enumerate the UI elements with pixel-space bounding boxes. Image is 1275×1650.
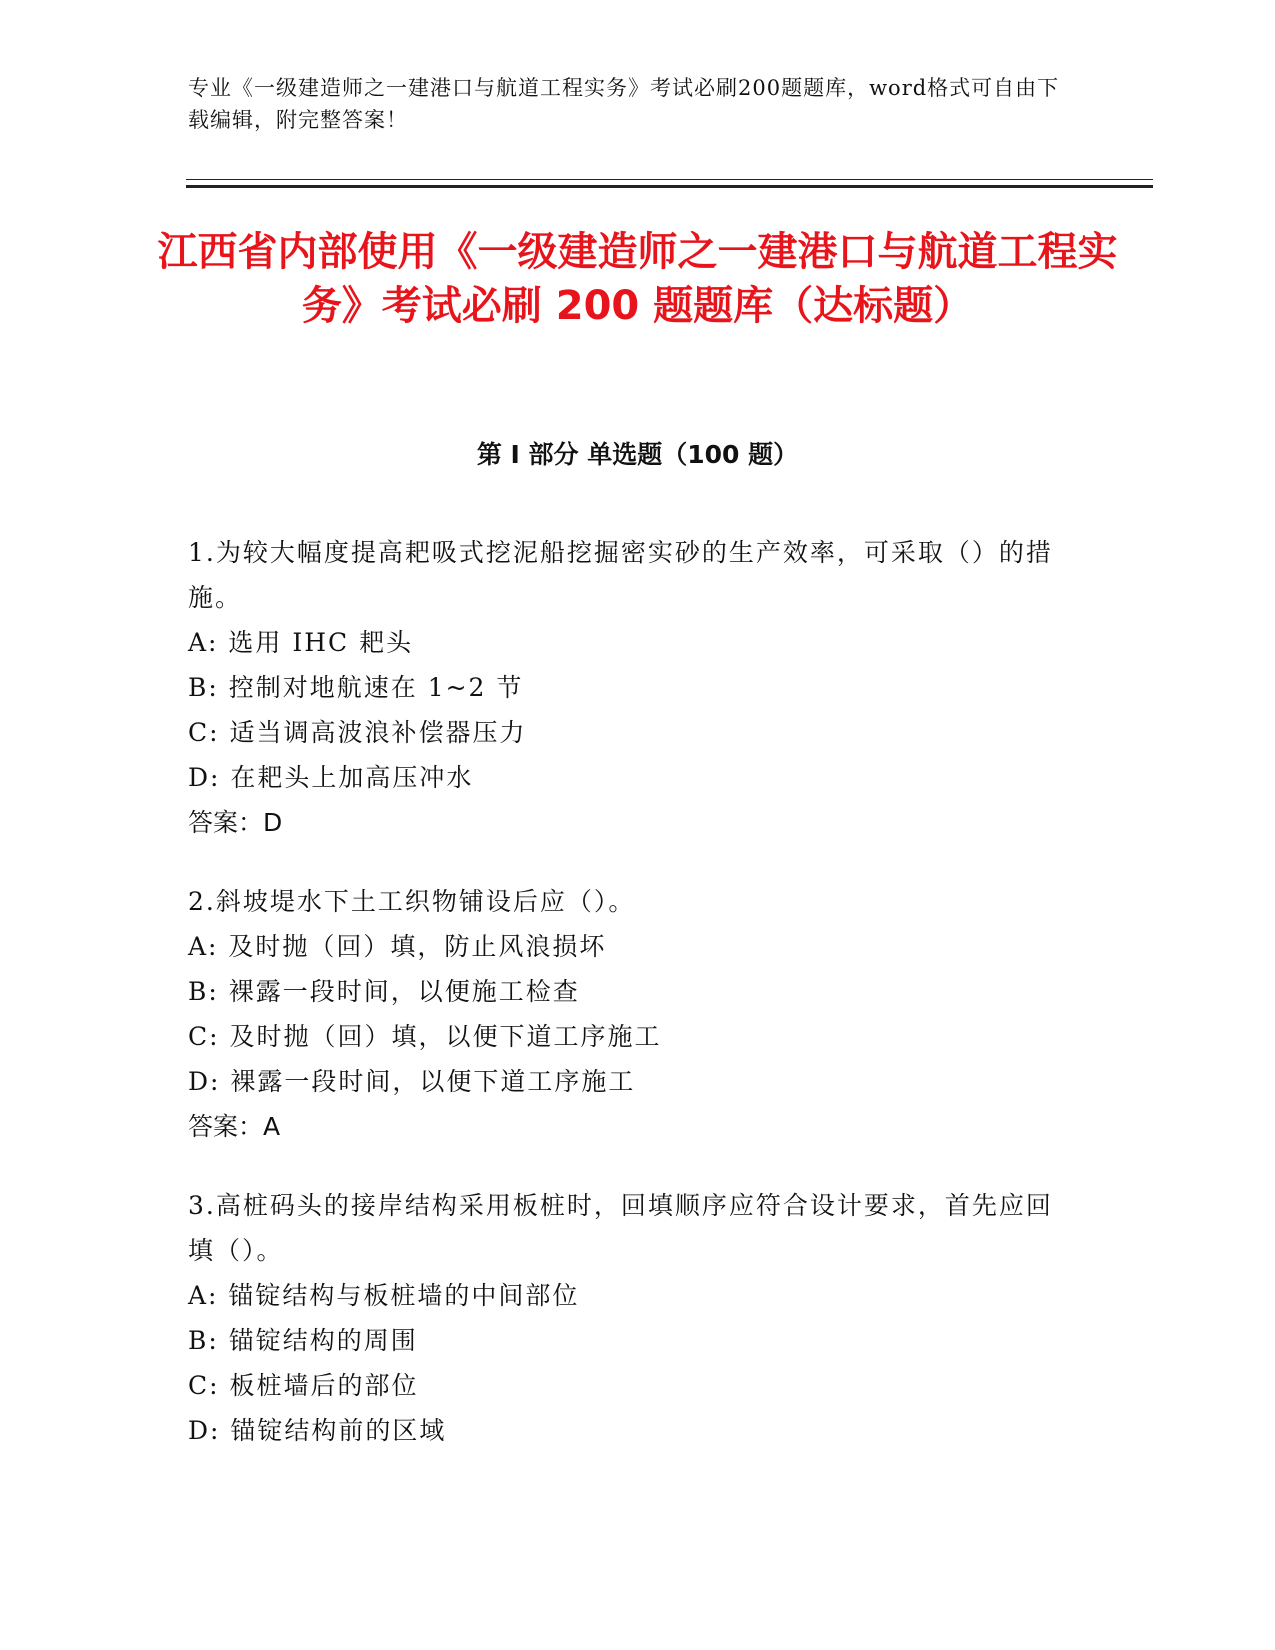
option-c: C: 板桩墙后的部位 bbox=[188, 1371, 419, 1400]
document-title: 江西省内部使用《一级建造师之一建港口与航道工程实务》考试必刷 200 题题库（达标题） bbox=[157, 229, 1118, 329]
option-c: C: 及时抛（回）填，以便下道工序施工 bbox=[188, 1022, 662, 1051]
option-d: D: 裸露一段时间，以便下道工序施工 bbox=[188, 1067, 636, 1096]
header-rule-thick bbox=[186, 185, 1153, 188]
option-b: B: 控制对地航速在 1~2 节 bbox=[188, 673, 524, 702]
question-2 bbox=[188, 879, 1068, 1149]
question-stem: 2.斜坡堤水下土工织物铺设后应（）。 bbox=[188, 887, 636, 916]
question-3 bbox=[188, 1183, 1068, 1453]
header-note: 专业《一级建造师之一建港口与航道工程实务》考试必刷200题题库，word格式可自由下载编辑，附完整答案！ bbox=[188, 76, 1060, 132]
header-rule-thin bbox=[186, 179, 1153, 180]
option-d: D: 在耙头上加高压冲水 bbox=[188, 763, 474, 792]
option-b: B: 锚锭结构的周围 bbox=[188, 1326, 418, 1355]
question-list bbox=[188, 530, 1068, 1487]
option-a: A: 锚锭结构与板桩墙的中间部位 bbox=[188, 1281, 580, 1310]
option-c: C: 适当调高波浪补偿器压力 bbox=[188, 718, 527, 747]
option-d: D: 锚锭结构前的区域 bbox=[188, 1416, 447, 1445]
option-a: A: 选用 IHC 耙头 bbox=[188, 628, 414, 657]
section-title: 第 I 部分 单选题（100 题） bbox=[476, 440, 799, 469]
answer: 答案：D bbox=[188, 808, 283, 837]
question-stem: 3.高桩码头的接岸结构采用板桩时，回填顺序应符合设计要求，首先应回填（）。 bbox=[188, 1191, 1053, 1265]
question-1 bbox=[188, 530, 1068, 845]
answer: 答案：A bbox=[188, 1112, 281, 1141]
option-b: B: 裸露一段时间，以便施工检查 bbox=[188, 977, 580, 1006]
question-stem: 1.为较大幅度提高耙吸式挖泥船挖掘密实砂的生产效率，可采取（）的措施。 bbox=[188, 538, 1053, 612]
option-a: A: 及时抛（回）填，防止风浪损坏 bbox=[188, 932, 607, 961]
